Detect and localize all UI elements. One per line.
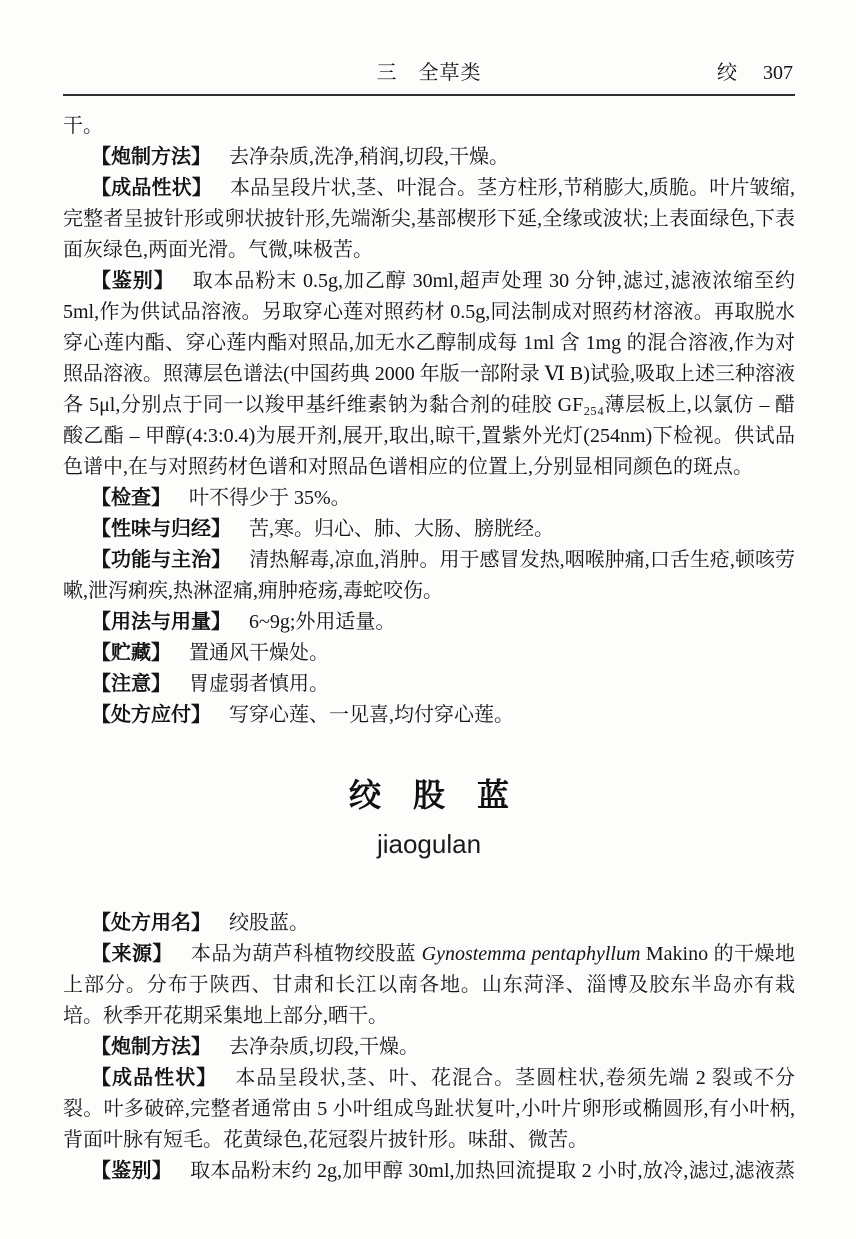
entry-zhuyi — [63, 669, 795, 700]
entry-label: 【注意】 — [91, 673, 171, 695]
entry-text: 叶不得少于 35%。 — [189, 487, 351, 509]
entry-gongneng-zhuzhi — [63, 545, 795, 607]
monograph2-body — [63, 908, 795, 1187]
entry-label: 【功能与主治】 — [91, 549, 232, 571]
entry-label: 【鉴别】 — [91, 1160, 173, 1182]
entry-label: 【用法与用量】 — [91, 611, 231, 633]
entry-text: 去净杂质,切段,干燥。 — [229, 1036, 419, 1058]
entry-label: 【检查】 — [91, 487, 171, 509]
entry-label: 【贮藏】 — [91, 642, 171, 664]
entry-text: Makino 的干燥地上部分。分布于陕西、甘肃和长江以南各地。山东菏泽、淄博及胶东半岛亦有栽培。秋季开花期采集地上部分,晒干。 — [63, 943, 796, 1027]
entry-zhucang — [63, 638, 795, 669]
entry-chufang-yingfu — [63, 700, 795, 731]
section-title: 三 全草类 — [376, 62, 482, 84]
latin-species-name: Gynostemma pentaphyllum — [421, 943, 641, 965]
entry-paozhi-fangfa — [63, 1032, 795, 1063]
entry-label: 【性味与归经】 — [91, 518, 231, 540]
continuation-text: 干。 — [63, 115, 103, 137]
entry-chengpin-xingzhuang — [63, 1063, 795, 1156]
entry-text: 取本品粉末约 2g,加甲醇 30ml,加热回流提取 2 小时,放冷,滤过,滤液蒸 — [190, 1160, 796, 1182]
monograph-pinyin: jiaogulan — [376, 829, 482, 859]
monograph2-title-block — [63, 775, 795, 860]
entry-label: 【炮制方法】 — [91, 1036, 211, 1058]
entry-jiancha — [63, 483, 795, 514]
monograph1-body — [63, 111, 795, 731]
entry-chufang-yongming — [63, 908, 795, 939]
page-number: 307 — [763, 62, 793, 84]
entry-label: 【鉴别】 — [91, 270, 175, 292]
monograph-title: 绞 股 蓝 — [348, 777, 509, 813]
entry-paozhi-fangfa — [63, 142, 795, 173]
entry-text: 胃虚弱者慎用。 — [189, 673, 329, 695]
entry-label: 【处方应付】 — [91, 704, 211, 726]
entry-text: 去净杂质,洗净,稍润,切段,干燥。 — [229, 146, 509, 168]
entry-laiyuan — [63, 939, 795, 1032]
entry-text: 苦,寒。归心、肺、大肠、膀胱经。 — [249, 518, 554, 540]
entry-text: 本品呈段片状,茎、叶混合。茎方柱形,节稍膨大,质脆。叶片皱缩,完整者呈披针形或卵状披针形,先端渐尖,基部楔形下延,全缘或波状;上表面绿色,下表面灰绿色,两面光滑。气微,味极苦。 — [63, 177, 795, 261]
entry-jianbie — [63, 266, 795, 483]
entry-text: 写穿心莲、一见喜,均付穿心莲。 — [229, 704, 514, 726]
entry-label: 【来源】 — [91, 943, 173, 965]
entry-text: 置通风干燥处。 — [189, 642, 329, 664]
entry-text: 清热解毒,凉血,消肿。用于感冒发热,咽喉肿痛,口舌生疮,顿咳劳嗽,泄泻痢疾,热淋涩痛,痈肿疮疡,毒蛇咬伤。 — [63, 549, 796, 602]
page-header — [63, 56, 795, 96]
entry-chengpin-xingzhuang — [63, 173, 795, 266]
entry-yongfa-yongliang — [63, 607, 795, 638]
entry-xingwei-guijing — [63, 514, 795, 545]
entry-jianbie — [63, 1156, 795, 1187]
entry-text: 取本品粉末 0.5g,加乙醇 30ml,超声处理 30 分钟,滤过,滤液浓缩至约 5ml,作为供试品溶液。另取穿心莲对照药材 0.5g,同法制成对照药材溶液。再取脱水穿心莲内酯、穿心莲内酯对照品,加无水乙醇制成每 1ml 含 1mg 的混合溶液,作为对照品溶液。照薄层色谱法(中国药典 2000 年版一部附录 Ⅵ B)试验,吸取上述三种溶液各 5μl,分别点于同一以羧甲基纤维素钠为黏合剂的硅胶 GF₂₅₄薄层板上,以氯仿 – 醋酸乙酯 – 甲醇(4:3:0.4)为展开剂,展开,取出,晾干,置紫外光灯(254nm)下检视。供试品色谱中,在与对照药材色谱和对照品色谱相应的位置上,分别显相同颜色的斑点。 — [63, 270, 795, 478]
thumb-index-char: 绞 — [717, 62, 737, 84]
entry-label: 【成品性状】 — [91, 1067, 218, 1089]
entry-text: 本品呈段状,茎、叶、花混合。茎圆柱状,卷须先端 2 裂或不分裂。叶多破碎,完整者通常由 5 小叶组成鸟趾状复叶,小叶片卵形或椭圆形,有小叶柄,背面叶脉有短毛。花黄绿色,花冠裂片披针形。味甜、微苦。 — [63, 1067, 796, 1151]
entry-text: 绞股蓝。 — [229, 912, 309, 934]
entry-label: 【炮制方法】 — [91, 146, 211, 168]
entry-text: 6~9g;外用适量。 — [249, 611, 396, 633]
entry-label: 【成品性状】 — [91, 177, 212, 199]
page-number-area — [482, 56, 794, 85]
entry-label: 【处方用名】 — [91, 912, 211, 934]
entry-text: 本品为葫芦科植物绞股蓝 — [190, 943, 422, 965]
